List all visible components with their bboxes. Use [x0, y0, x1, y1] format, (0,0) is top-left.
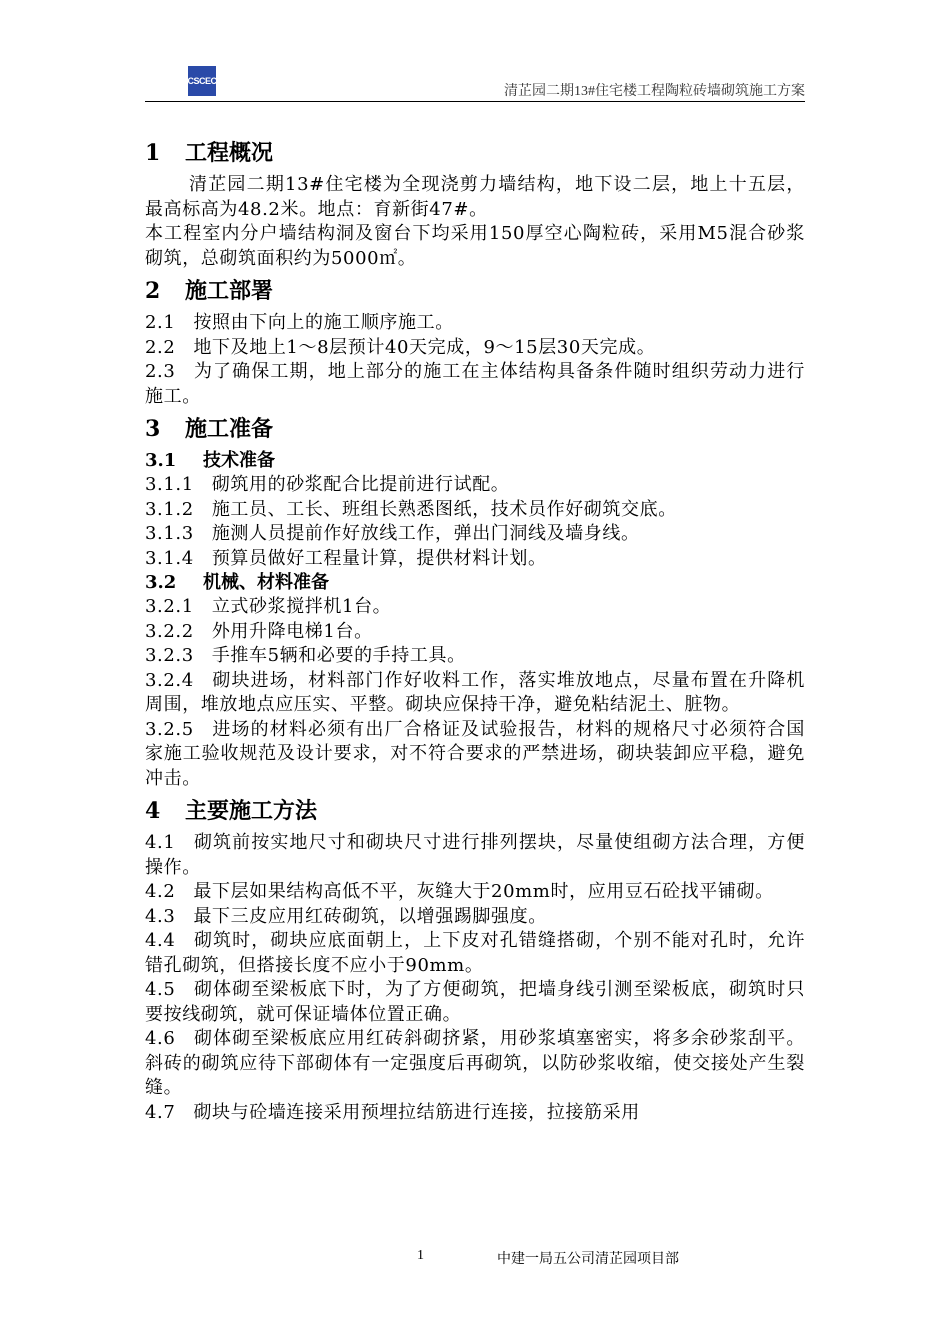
item-text: 按照由下向上的施工顺序施工。	[193, 312, 454, 333]
item-text: 砌体砌至梁板底应用红砖斜砌挤紧，用砂浆填塞密实，将多余砂浆刮平。斜砖的砌筑应待下部砌体有一定强度后再砌筑，以防砂浆收缩，使交接处产生裂缝。	[145, 1028, 805, 1098]
item-number: 2.2	[145, 336, 176, 358]
list-item	[145, 718, 805, 792]
subsection-title: 技术准备	[203, 450, 275, 471]
subsection-number: 3.2	[145, 572, 177, 593]
section-title: 工程概况	[185, 140, 274, 166]
item-number: 3.1.4	[145, 547, 194, 569]
section-heading-3	[145, 415, 805, 443]
list-item	[145, 1101, 805, 1126]
item-number: 3.2.2	[145, 620, 194, 642]
item-number: 4.5	[145, 979, 176, 1000]
list-item	[145, 905, 805, 930]
item-text: 手推车5辆和必要的手持工具。	[211, 645, 466, 666]
item-number: 3.2.5	[145, 718, 194, 740]
list-item	[145, 620, 805, 645]
item-number: 4.2	[145, 881, 176, 902]
section-number: 2	[145, 278, 161, 304]
item-text: 最下三皮应用红砖砌筑，以增强踢脚强度。	[193, 905, 547, 927]
list-item	[145, 929, 805, 978]
paragraph: 清芷园二期13#住宅楼为全现浇剪力墙结构，地下设二层，地上十五层，最高标高为48.2米。地点：育新街47#。	[145, 174, 805, 220]
item-number: 3.2.4	[145, 669, 194, 691]
section-heading-1	[145, 139, 805, 167]
item-text: 为了确保工期，地上部分的施工在主体结构具备条件随时组织劳动力进行施工。	[145, 361, 805, 407]
item-number: 3.2.3	[145, 645, 194, 666]
section-number: 3	[145, 416, 161, 442]
section-number: 1	[145, 140, 161, 166]
header-title: 清芷园二期13#住宅楼工程陶粒砖墙砌筑施工方案	[504, 84, 805, 99]
item-number: 4.1	[145, 832, 176, 853]
list-item	[145, 880, 805, 905]
item-number: 4.3	[145, 905, 176, 927]
item-text: 最下层如果结构高低不平，灰缝大于20mm时，应用豆石砼找平铺砌。	[193, 881, 774, 902]
item-text: 地下及地上1～8层预计40天完成，9～15层30天完成。	[193, 336, 656, 358]
item-number: 2.3	[145, 361, 176, 382]
item-number: 2.1	[145, 312, 176, 333]
section-heading-4	[145, 797, 805, 825]
item-text: 外用升降电梯1台。	[211, 620, 373, 642]
subsection-number: 3.1	[145, 450, 177, 471]
item-text: 进场的材料必须有出厂合格证及试验报告，材料的规格尺寸必须符合国家施工验收规范及设计要求，对不符合要求的严禁进场，砌块装卸应平稳，避免冲击。	[145, 718, 805, 789]
list-item	[145, 644, 805, 669]
list-item	[145, 522, 805, 547]
item-text: 预算员做好工程量计算，提供材料计划。	[211, 547, 547, 569]
document-body	[145, 133, 805, 1125]
item-text: 立式砂浆搅拌机1台。	[211, 596, 392, 617]
subsection-title: 机械、材料准备	[203, 572, 329, 593]
section-title: 施工部署	[185, 278, 274, 304]
list-item	[145, 336, 805, 361]
page-number: 1	[417, 1248, 424, 1263]
list-item	[145, 360, 805, 409]
item-number: 4.7	[145, 1101, 176, 1123]
item-text: 砌体砌至梁板底下时，为了方便砌筑，把墙身线引测至梁板底，砌筑时只要按线砌筑，就可保证墙体位置正确。	[145, 979, 805, 1025]
list-item	[145, 669, 805, 718]
company-logo	[188, 66, 216, 96]
item-number: 3.1.3	[145, 523, 194, 544]
item-number: 3.2.1	[145, 596, 194, 617]
list-item	[145, 978, 805, 1027]
section-heading-2	[145, 277, 805, 305]
list-item	[145, 1027, 805, 1101]
item-text: 砌块与砼墙连接采用预埋拉结筋进行连接，拉接筋采用	[193, 1101, 640, 1123]
list-item	[145, 498, 805, 523]
header-divider	[145, 101, 805, 102]
item-text: 砌筑时，砌块应底面朝上，上下皮对孔错缝搭砌，个别不能对孔时，允许错孔砌筑，但搭接长度不应小于90mm。	[145, 930, 805, 976]
item-number: 3.1.2	[145, 498, 194, 520]
item-number: 4.4	[145, 930, 176, 951]
item-text: 施测人员提前作好放线工作，弹出门洞线及墙身线。	[211, 523, 640, 544]
paragraph: 本工程室内分户墙结构洞及窗台下均采用150厚空心陶粒砖，采用M5混合砂浆砌筑，总砌筑面积约为5000㎡。	[145, 223, 805, 269]
list-item	[145, 595, 805, 620]
footer-organization: 中建一局五公司清芷园项目部	[497, 1252, 679, 1267]
section-title: 施工准备	[185, 416, 274, 442]
item-text: 砌筑用的砂浆配合比提前进行试配。	[211, 474, 510, 495]
list-item	[145, 547, 805, 572]
logo-text: CSCEC	[187, 76, 217, 86]
item-text: 砌筑前按实地尺寸和砌块尺寸进行排列摆块，尽量使组砌方法合理，方便操作。	[145, 832, 805, 878]
item-number: 3.1.1	[145, 474, 194, 495]
list-item	[145, 473, 805, 498]
subsection-heading-3-1	[145, 449, 805, 473]
section-number: 4	[145, 798, 161, 824]
subsection-heading-3-2	[145, 571, 805, 595]
list-item	[145, 311, 805, 336]
item-text: 砌块进场，材料部门作好收料工作，落实堆放地点，尽量布置在升降机周围，堆放地点应压实、平整。砌块应保持干净，避免粘结泥土、脏物。	[145, 669, 805, 715]
list-item	[145, 831, 805, 880]
item-number: 4.6	[145, 1028, 176, 1049]
item-text: 施工员、工长、班组长熟悉图纸，技术员作好砌筑交底。	[211, 498, 677, 520]
section-title: 主要施工方法	[185, 798, 318, 824]
